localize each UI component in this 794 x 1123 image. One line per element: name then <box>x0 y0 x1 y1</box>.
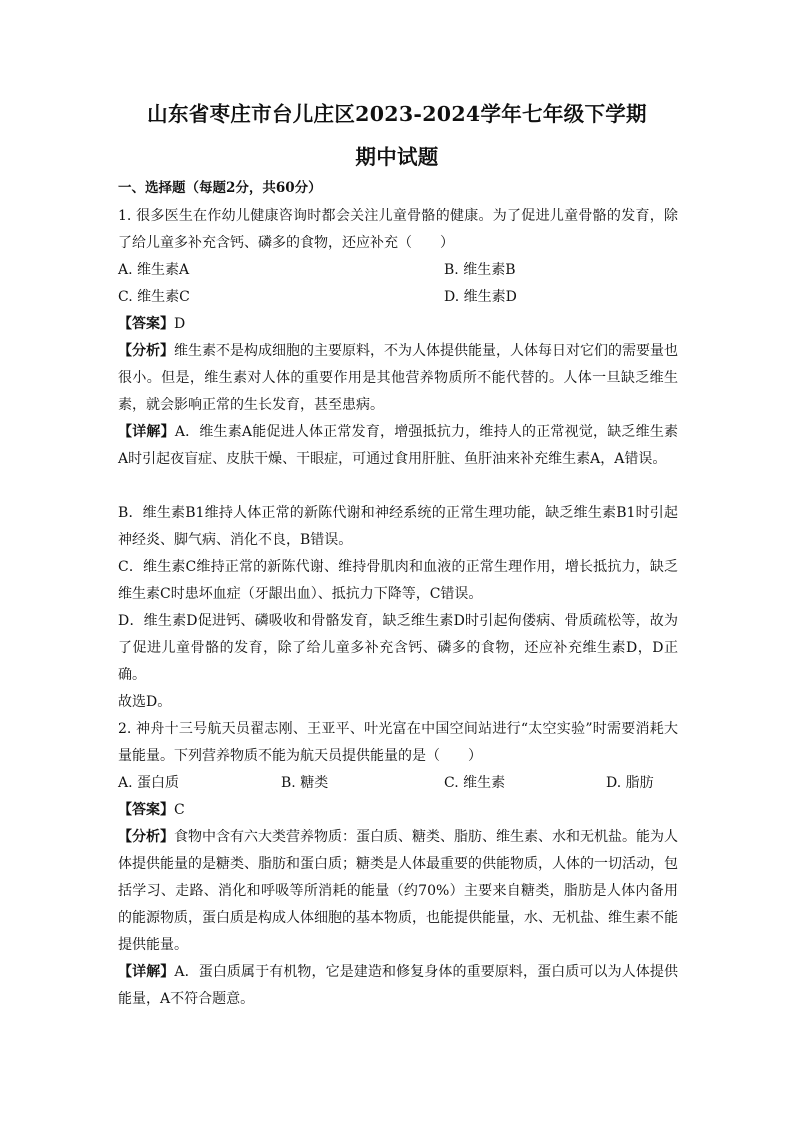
q1-option-c: C. 维生素C <box>118 289 190 305</box>
q1-detail-label: 【详解】 <box>118 424 175 440</box>
q2-detail-label: 【详解】 <box>118 964 175 980</box>
q1-conclusion: 故选D。 <box>118 694 172 710</box>
q1-answer-label: 【答案】 <box>118 316 174 332</box>
q1-option-d: D. 维生素D <box>444 289 517 305</box>
q1-detail-b: B．维生素B1维持人体正常的新陈代谢和神经系统的正常生理功能，缺乏维生素B1时引起神经炎、脚气病、消化不良，B错误。 <box>118 505 678 548</box>
q1-answer <box>118 311 678 338</box>
q2-analysis <box>118 824 678 959</box>
q2-option-a: A. 蛋白质 <box>118 775 180 791</box>
q2-answer-value: C <box>174 802 185 818</box>
q2-answer <box>118 797 678 824</box>
section-heading: 一、选择题（每题2分，共60分） <box>118 180 322 196</box>
q1-answer-value: D <box>174 316 186 332</box>
q1-analysis-text: 维生素不是构成细胞的主要原料，不为人体提供能量，人体每日对它们的需要量也很小。但是，维生素对人体的重要作用是其他营养物质所不能代替的。人体一旦缺乏维生素，就会影响正常的生长发育，甚至患病。 <box>118 343 678 413</box>
q1-detail-c: C．维生素C维持正常的新陈代谢、维持骨肌肉和血液的正常生理作用，增长抵抗力，缺乏维生素C时患坏血症（牙龈出血）、抵抗力下降等，C错误。 <box>118 559 678 602</box>
q1-option-a: A. 维生素A <box>118 262 190 278</box>
page-subtitle: 期中试题 <box>355 145 439 169</box>
q1-option-b: B. 维生素B <box>444 262 516 278</box>
q2-detail-a <box>118 959 678 1013</box>
q2-option-b: B. 糖类 <box>281 775 329 791</box>
q1-detail-d: D．维生素D促进钙、磷吸收和骨骼发育，缺乏维生素D时引起佝偻病、骨质疏松等，故为了促进儿童骨骼的发育，除了给儿童多补充含钙、磷多的食物，还应补充维生素D，D正确。 <box>118 613 678 683</box>
question-1-stem: 1. 很多医生在作幼儿健康咨询时都会关注儿童骨骼的健康。为了促进儿童骨骼的发育，除了给儿童多补充含钙、磷多的食物，还应补充（ ） <box>118 208 678 251</box>
q2-analysis-text: 食物中含有六大类营养物质：蛋白质、糖类、脂肪、维生素、水和无机盐。能为人体提供能量的是糖类、脂肪和蛋白质；糖类是人体最重要的供能物质，人体的一切活动，包括学习、走路、消化和呼吸等所消耗的能量（约70%）主要来自糖类，脂肪是人体内备用的能源物质，蛋白质是构成人体细胞的基本物质，也能提供能量，水、无机盐、维生素不能提供能量。 <box>118 829 678 953</box>
q2-option-d: D. 脂肪 <box>606 775 654 791</box>
q1-detail-a <box>118 419 678 473</box>
q2-detail-a-text: A．蛋白质属于有机物，它是建造和修复身体的重要原料，蛋白质可以为人体提供能量，A不符合题意。 <box>118 964 679 1007</box>
page-title: 山东省枣庄市台儿庄区2023-2024学年七年级下学期 <box>147 102 647 126</box>
q1-analysis-label: 【分析】 <box>118 343 174 359</box>
question-2-stem: 2. 神舟十三号航天员翟志刚、王亚平、叶光富在中国空间站进行“太空实验”时需要消耗大量能量。下列营养物质不能为航天员提供能量的是（ ） <box>118 721 678 764</box>
q2-analysis-label: 【分析】 <box>118 829 174 845</box>
q1-analysis <box>118 338 678 419</box>
q2-answer-label: 【答案】 <box>118 802 174 818</box>
q1-detail-a-text: A．维生素A能促进人体正常发育，增强抵抗力，维持人的正常视觉，缺乏维生素A时引起夜盲症、皮肤干燥、干眼症，可通过食用肝脏、鱼肝油来补充维生素A，A错误。 <box>118 424 679 467</box>
q2-option-c: C. 维生素 <box>444 775 506 791</box>
